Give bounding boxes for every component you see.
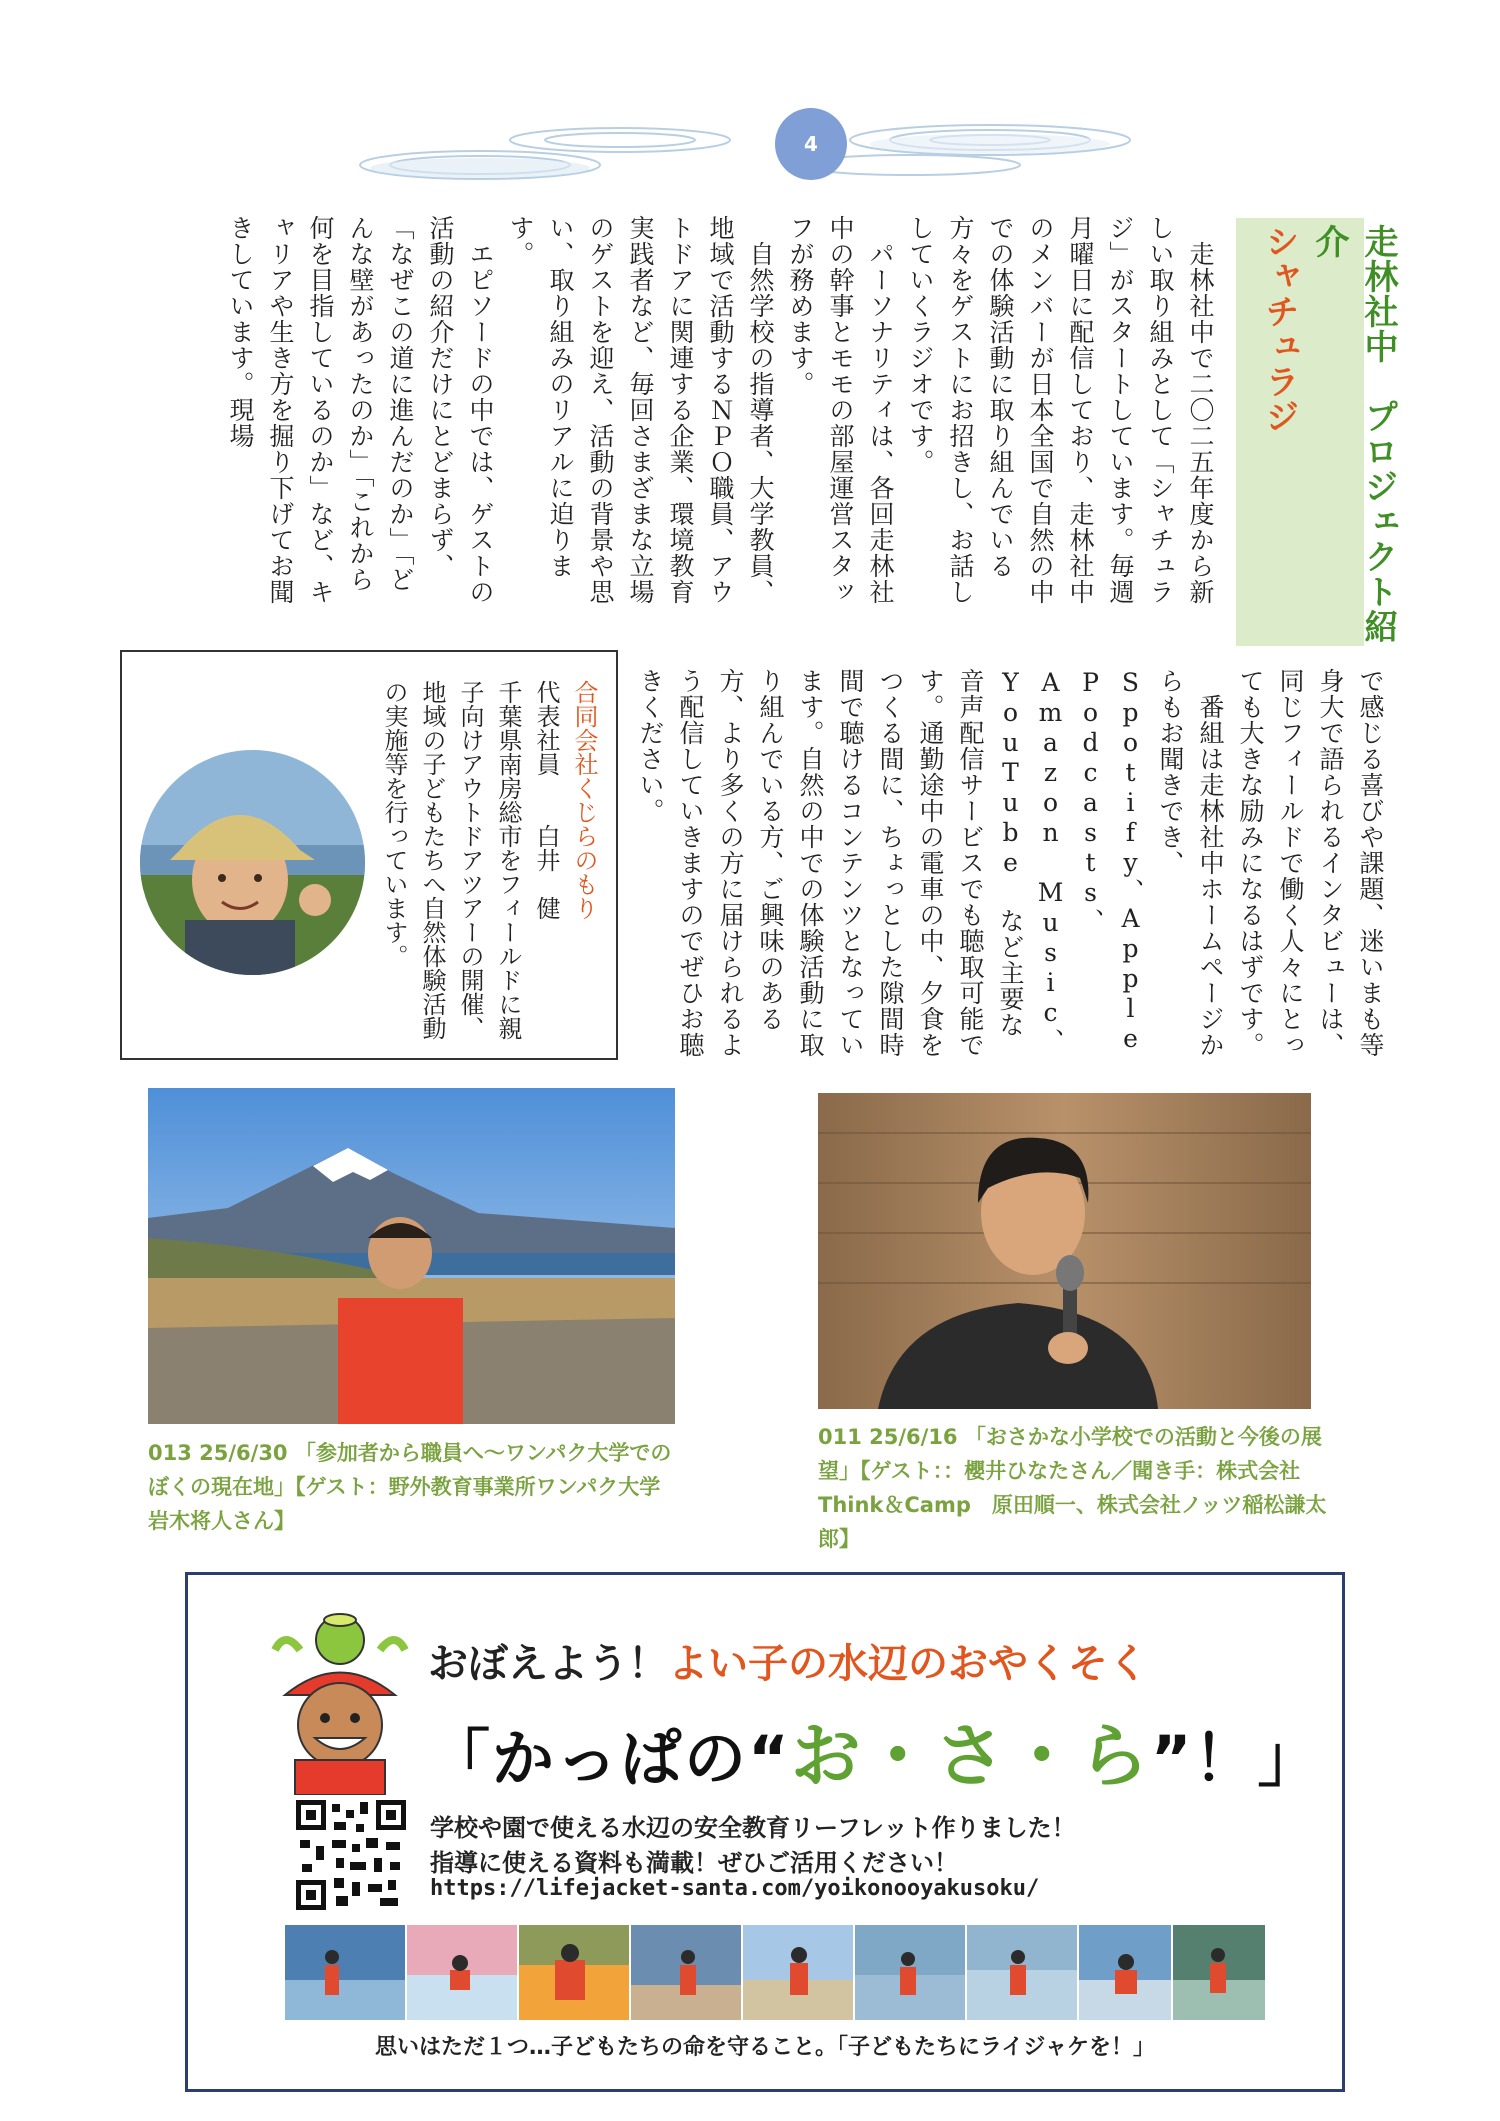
banner-slogan-close: ”！」 <box>1150 1722 1322 1795</box>
article-title: 走林社中 プロジェクト紹介 <box>1309 224 1398 644</box>
banner-info-line: 学校や園で使える水辺の安全教育リーフレット作りました！ <box>430 1814 1076 1842</box>
article-body-bottom <box>630 668 1390 1063</box>
banner-url-link[interactable]: https://lifejacket-santa.com/yoikonooyakusoku/ <box>430 1876 1040 1901</box>
paragraph: 番組は走林社中ホームページからもお聞きでき、Spotify、Apple Podcasts、Amazon Music、YouTube など主要な音声配信サービスでも聴取可能です。通勤途中の電車の中、夕食をつくる間に、ちょっとした隙間時間で聴けるコンテンツとなっています。自然の中での体験活動に取り組んでいる方、ご興味のある方、より多くの方に届けられるよう配信していきますのでぜひお聴きください。 <box>636 668 1225 1058</box>
banner-headline-prefix: おぼえよう！ <box>428 1641 668 1687</box>
water-ripple-decoration <box>350 110 1150 190</box>
episode-013-photo <box>148 1088 675 1424</box>
paragraph: エピソードの中では、ゲストの活動の紹介だけにとどまらず、「なぜこの道に進んだのか」「どんな壁があったのか」「これから何を目指しているのか」など、キャリアや生き方を掘り下げてお聞きしています。現場 <box>226 215 495 605</box>
banner-headline-highlight: よい子の水辺のおやくそく <box>668 1641 1148 1687</box>
article-body-top <box>220 215 1220 605</box>
children-photo-strip <box>285 1925 1265 2020</box>
profile-description: 千葉県南房総市をフィールドに親子向けアウトドアツアーの開催、地域の子どもたちへ自然体験活動の実施等を行っています。 <box>380 680 522 1040</box>
banner-slogan <box>428 1700 1322 1801</box>
profile-company: 合同会社くじらのもり <box>570 680 598 920</box>
kappa-santa-mascot-icon <box>265 1610 415 1795</box>
banner-headline <box>428 1632 1148 1689</box>
banner-info-line: 指導に使える資料も満載！ぜひご活用ください！ <box>430 1849 958 1877</box>
avatar <box>140 750 365 975</box>
episode-011-photo <box>818 1093 1311 1409</box>
banner-footer-message: 思いはただ１つ…子どもたちの命を守ること。「子どもたちにライジャケを！」 <box>375 2035 1155 2060</box>
paragraph: で感じる喜びや課題、迷いまも等身大で語られるインタビューは、同じフィールドで働く人々にとっても大きな励みになるはずです。 <box>1236 668 1385 1058</box>
paragraph: 走林社中で二〇二五年度から新しい取り組みとして「シャチュラジ」がスタートしています。毎週月曜日に配信しており、走林社中のメンバーが日本全国で自然の中での体験活動に取り組んでいる方々をゲストにお招きし、お話ししていくラジオです。 <box>906 215 1215 605</box>
paragraph: パーソナリティは、各回走林社中の幹事とモモの部屋運営スタッフが務めます。 <box>786 215 895 605</box>
paragraph: 自然学校の指導者、大学教員、地域で活動するＮＰＯ職員、アウトドアに関連する企業、環境教育実践者など、毎回さまざまな立場のゲストを迎え、活動の背景や思い、取り組みのリアルに迫ります。 <box>506 215 775 605</box>
banner-slogan-open: 「かっぱの“ <box>428 1722 791 1795</box>
qr-code-icon <box>296 1800 406 1910</box>
banner-slogan-highlight: お・さ・ら <box>790 1715 1151 1797</box>
article-subtitle: シャチュラジ <box>1259 224 1299 434</box>
profile-text <box>375 680 603 1040</box>
page-number: 4 <box>775 108 847 180</box>
episode-011-caption: 011 25/6/16 「おさかな小学校での活動と今後の展望」【ゲスト：：櫻井ひなたさん／聞き手：株式会社Think＆Camp 原田順一、株式会社ノッツ稲松謙太郎】 <box>818 1425 1327 1551</box>
episode-013-caption: 013 25/6/30 「参加者から職員へ～ワンパク大学でのぼくの現在地」【ゲスト：野外教育事業所ワンパク大学 岩木将人さん】 <box>148 1441 682 1533</box>
profile-name: 代表社員 白井 健 <box>532 680 560 920</box>
